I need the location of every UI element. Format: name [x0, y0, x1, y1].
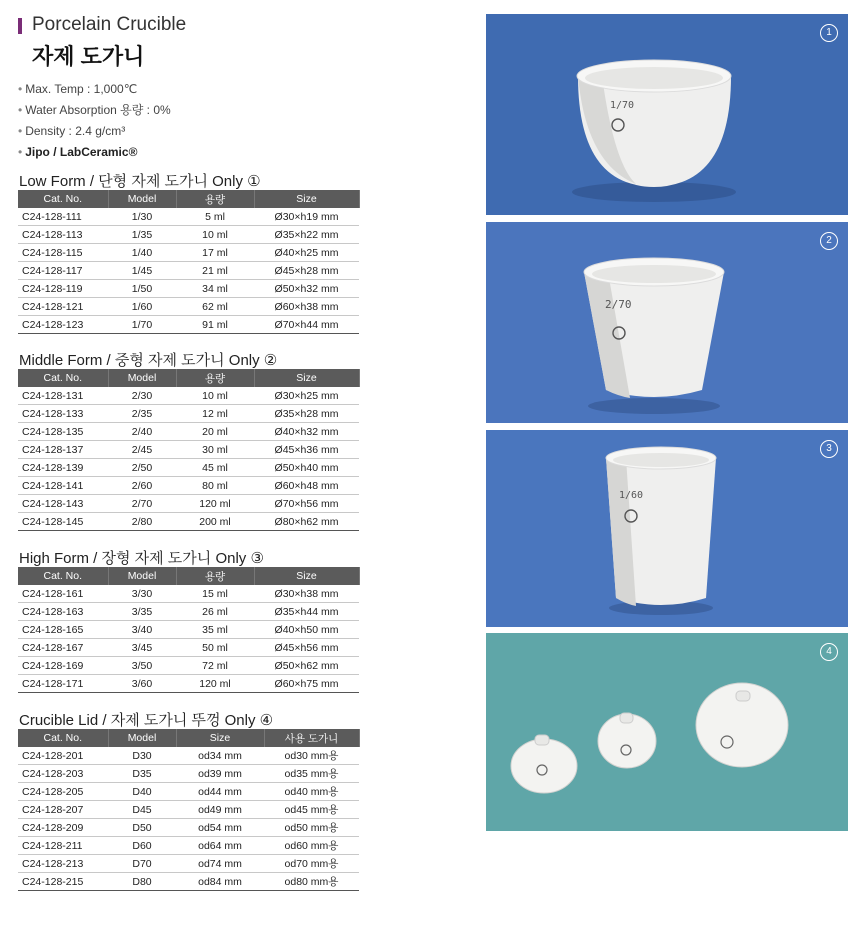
table-cell: D80	[108, 873, 176, 891]
table-cell: od35 mm용	[264, 765, 359, 783]
table-cell: C24-128-143	[18, 495, 108, 513]
table-row	[18, 603, 359, 621]
table-cell: C24-128-123	[18, 316, 108, 334]
table-cell: 2/30	[108, 387, 176, 405]
spec-max-temp: • Max. Temp : 1,000℃	[18, 82, 138, 96]
table-cell: Ø30×h19 mm	[254, 208, 359, 226]
crucible-image	[486, 430, 848, 627]
table-cell: od50 mm용	[264, 819, 359, 837]
spec-density: • Density : 2.4 g/cm³	[18, 124, 126, 138]
table-cell: od60 mm용	[264, 837, 359, 855]
column-header: Cat. No.	[18, 567, 108, 585]
table-cell: od54 mm	[176, 819, 264, 837]
table-cell: 120 ml	[176, 495, 254, 513]
table-cell: Ø30×h38 mm	[254, 585, 359, 603]
table-cell: 91 ml	[176, 316, 254, 334]
bullet-icon: •	[18, 82, 23, 96]
table-cell: Ø35×h28 mm	[254, 405, 359, 423]
table-row	[18, 783, 359, 801]
table-cell: 1/70	[108, 316, 176, 334]
table-cell: C24-128-161	[18, 585, 108, 603]
table-cell: C24-128-145	[18, 513, 108, 531]
column-header: Cat. No.	[18, 190, 108, 208]
table-header-row	[18, 190, 359, 208]
table-cell: 80 ml	[176, 477, 254, 495]
photo-background	[486, 633, 848, 831]
table-cell: C24-128-167	[18, 639, 108, 657]
lid-knob	[736, 691, 750, 701]
lid-knob	[535, 735, 549, 745]
photo-middle-form-crucible	[486, 222, 848, 423]
photo-number-badge: 3	[820, 440, 838, 458]
lid-title: Crucible Lid / 자제 도가니 뚜껑 Only ④	[19, 712, 274, 729]
column-header: Size	[254, 369, 359, 387]
table-row	[18, 837, 359, 855]
table-cell: C24-128-139	[18, 459, 108, 477]
table-cell: D70	[108, 855, 176, 873]
table-cell: D40	[108, 783, 176, 801]
table-cell: 35 ml	[176, 621, 254, 639]
high-form-table	[18, 567, 360, 693]
table-cell: od84 mm	[176, 873, 264, 891]
photo-crucible-lids	[486, 633, 848, 831]
table-cell: 1/60	[108, 298, 176, 316]
table-row	[18, 208, 359, 226]
table-row	[18, 855, 359, 873]
table-row	[18, 244, 359, 262]
table-cell: C24-128-113	[18, 226, 108, 244]
table-cell: od64 mm	[176, 837, 264, 855]
table-row	[18, 765, 359, 783]
table-cell: Ø35×h44 mm	[254, 603, 359, 621]
table-cell: 34 ml	[176, 280, 254, 298]
table-cell: 1/35	[108, 226, 176, 244]
table-cell: C24-128-211	[18, 837, 108, 855]
spec-brand: • Jipo / LabCeramic®	[18, 145, 138, 159]
low-form-table	[18, 190, 360, 334]
table-cell: 3/35	[108, 603, 176, 621]
photo-low-form-crucible	[486, 14, 848, 215]
table-row	[18, 873, 359, 891]
photo-number-badge: 1	[820, 24, 838, 42]
title-korean: 자제 도가니	[32, 44, 145, 69]
crucible-image	[486, 222, 848, 423]
table-cell: 2/50	[108, 459, 176, 477]
column-header: Cat. No.	[18, 729, 108, 747]
table-cell: Ø80×h62 mm	[254, 513, 359, 531]
column-header: 용량	[176, 369, 254, 387]
middle-form-table	[18, 369, 360, 531]
table-cell: C24-128-119	[18, 280, 108, 298]
table-cell: 21 ml	[176, 262, 254, 280]
table-row	[18, 585, 359, 603]
model-mark: 1/70	[610, 100, 635, 111]
table-cell: C24-128-133	[18, 405, 108, 423]
table-cell: od45 mm용	[264, 801, 359, 819]
crucible-interior	[613, 453, 709, 467]
column-header: Size	[254, 567, 359, 585]
photo-number-badge: 4	[820, 643, 838, 661]
table-cell: C24-128-165	[18, 621, 108, 639]
lids-image	[486, 633, 848, 831]
table-cell: C24-128-141	[18, 477, 108, 495]
crucible-image	[486, 14, 848, 215]
spec-water-absorption: • Water Absorption 용량 : 0%	[18, 103, 171, 117]
table-row	[18, 801, 359, 819]
shadow-shape	[588, 398, 720, 414]
table-cell: C24-128-135	[18, 423, 108, 441]
table-cell: od34 mm	[176, 747, 264, 765]
table-cell: Ø60×h48 mm	[254, 477, 359, 495]
table-row	[18, 316, 359, 334]
table-cell: C24-128-137	[18, 441, 108, 459]
title-english: Porcelain Crucible	[32, 14, 187, 35]
table-cell: 10 ml	[176, 387, 254, 405]
table-cell: od70 mm용	[264, 855, 359, 873]
table-cell: C24-128-201	[18, 747, 108, 765]
lid-table	[18, 729, 360, 891]
table-cell: C24-128-121	[18, 298, 108, 316]
table-cell: Ø60×h75 mm	[254, 675, 359, 693]
table-row	[18, 513, 359, 531]
column-header: 용량	[176, 567, 254, 585]
table-row	[18, 819, 359, 837]
table-cell: od39 mm	[176, 765, 264, 783]
table-cell: Ø60×h38 mm	[254, 298, 359, 316]
table-cell: od44 mm	[176, 783, 264, 801]
table-cell: C24-128-207	[18, 801, 108, 819]
column-header: Model	[108, 369, 176, 387]
table-row	[18, 639, 359, 657]
spec-list	[18, 79, 171, 163]
table-row	[18, 621, 359, 639]
table-header-row	[18, 567, 359, 585]
table-cell: Ø45×h56 mm	[254, 639, 359, 657]
table-cell: Ø45×h36 mm	[254, 441, 359, 459]
table-cell: C24-128-117	[18, 262, 108, 280]
table-row	[18, 657, 359, 675]
table-header-row	[18, 729, 359, 747]
model-mark: 1/60	[619, 490, 644, 501]
table-cell: 120 ml	[176, 675, 254, 693]
table-cell: 3/60	[108, 675, 176, 693]
table-cell: 3/45	[108, 639, 176, 657]
table-cell: 2/70	[108, 495, 176, 513]
table-cell: 1/45	[108, 262, 176, 280]
table-cell: C24-128-111	[18, 208, 108, 226]
table-row	[18, 405, 359, 423]
table-row	[18, 423, 359, 441]
table-cell: 3/50	[108, 657, 176, 675]
table-cell: C24-128-213	[18, 855, 108, 873]
table-cell: Ø70×h44 mm	[254, 316, 359, 334]
table-cell: 3/30	[108, 585, 176, 603]
table-cell: C24-128-171	[18, 675, 108, 693]
column-header: 용량	[176, 190, 254, 208]
table-cell: Ø30×h25 mm	[254, 387, 359, 405]
photo-number-badge: 2	[820, 232, 838, 250]
table-cell: od74 mm	[176, 855, 264, 873]
table-cell: Ø40×h32 mm	[254, 423, 359, 441]
table-row	[18, 441, 359, 459]
table-cell: 5 ml	[176, 208, 254, 226]
table-row	[18, 747, 359, 765]
table-cell: C24-128-203	[18, 765, 108, 783]
table-cell: 2/45	[108, 441, 176, 459]
model-mark: 2/70	[605, 298, 632, 311]
table-row	[18, 298, 359, 316]
table-cell: D60	[108, 837, 176, 855]
table-cell: C24-128-215	[18, 873, 108, 891]
table-cell: Ø45×h28 mm	[254, 262, 359, 280]
table-cell: Ø40×h50 mm	[254, 621, 359, 639]
table-cell: od49 mm	[176, 801, 264, 819]
table-cell: 30 ml	[176, 441, 254, 459]
photo-high-form-crucible	[486, 430, 848, 627]
table-cell: 20 ml	[176, 423, 254, 441]
bullet-icon: •	[18, 103, 23, 117]
table-cell: Ø50×h62 mm	[254, 657, 359, 675]
table-row	[18, 675, 359, 693]
crucible-interior	[585, 67, 723, 89]
table-cell: 15 ml	[176, 585, 254, 603]
table-cell: 2/60	[108, 477, 176, 495]
table-cell: Ø40×h25 mm	[254, 244, 359, 262]
table-cell: 72 ml	[176, 657, 254, 675]
table-row	[18, 226, 359, 244]
crucible-interior	[592, 265, 716, 283]
table-cell: 45 ml	[176, 459, 254, 477]
high-form-title: High Form / 장형 자제 도가니 Only ③	[19, 550, 264, 567]
table-cell: C24-128-115	[18, 244, 108, 262]
table-cell: 2/35	[108, 405, 176, 423]
table-cell: 1/40	[108, 244, 176, 262]
table-cell: 62 ml	[176, 298, 254, 316]
table-row	[18, 459, 359, 477]
table-cell: 3/40	[108, 621, 176, 639]
low-form-title: Low Form / 단형 자제 도가니 Only ①	[19, 173, 261, 190]
column-header: Model	[108, 567, 176, 585]
table-cell: 1/50	[108, 280, 176, 298]
table-cell: D50	[108, 819, 176, 837]
bullet-icon: •	[18, 124, 23, 138]
table-cell: Ø50×h40 mm	[254, 459, 359, 477]
column-header: Model	[108, 190, 176, 208]
table-cell: 26 ml	[176, 603, 254, 621]
table-cell: 12 ml	[176, 405, 254, 423]
table-cell: 50 ml	[176, 639, 254, 657]
column-header: Cat. No.	[18, 369, 108, 387]
table-cell: Ø50×h32 mm	[254, 280, 359, 298]
lid-knob	[620, 713, 633, 723]
table-cell: D30	[108, 747, 176, 765]
bullet-icon: •	[18, 145, 23, 159]
table-cell: Ø70×h56 mm	[254, 495, 359, 513]
table-cell: od30 mm용	[264, 747, 359, 765]
table-cell: C24-128-163	[18, 603, 108, 621]
table-row	[18, 280, 359, 298]
table-cell: C24-128-169	[18, 657, 108, 675]
table-cell: C24-128-131	[18, 387, 108, 405]
table-row	[18, 262, 359, 280]
column-header: Size	[254, 190, 359, 208]
table-cell: 17 ml	[176, 244, 254, 262]
column-header: Size	[176, 729, 264, 747]
table-cell: C24-128-209	[18, 819, 108, 837]
column-header: 사용 도가니	[264, 729, 359, 747]
table-cell: 200 ml	[176, 513, 254, 531]
table-row	[18, 495, 359, 513]
table-cell: C24-128-205	[18, 783, 108, 801]
table-cell: 2/80	[108, 513, 176, 531]
table-header-row	[18, 369, 359, 387]
table-cell: 1/30	[108, 208, 176, 226]
table-row	[18, 477, 359, 495]
table-cell: od80 mm용	[264, 873, 359, 891]
table-cell: 10 ml	[176, 226, 254, 244]
table-cell: od40 mm용	[264, 783, 359, 801]
header-accent-bar	[18, 18, 22, 34]
table-row	[18, 387, 359, 405]
column-header: Model	[108, 729, 176, 747]
table-cell: 2/40	[108, 423, 176, 441]
middle-form-title: Middle Form / 중형 자제 도가니 Only ②	[19, 352, 278, 369]
table-cell: D45	[108, 801, 176, 819]
table-cell: Ø35×h22 mm	[254, 226, 359, 244]
table-cell: D35	[108, 765, 176, 783]
